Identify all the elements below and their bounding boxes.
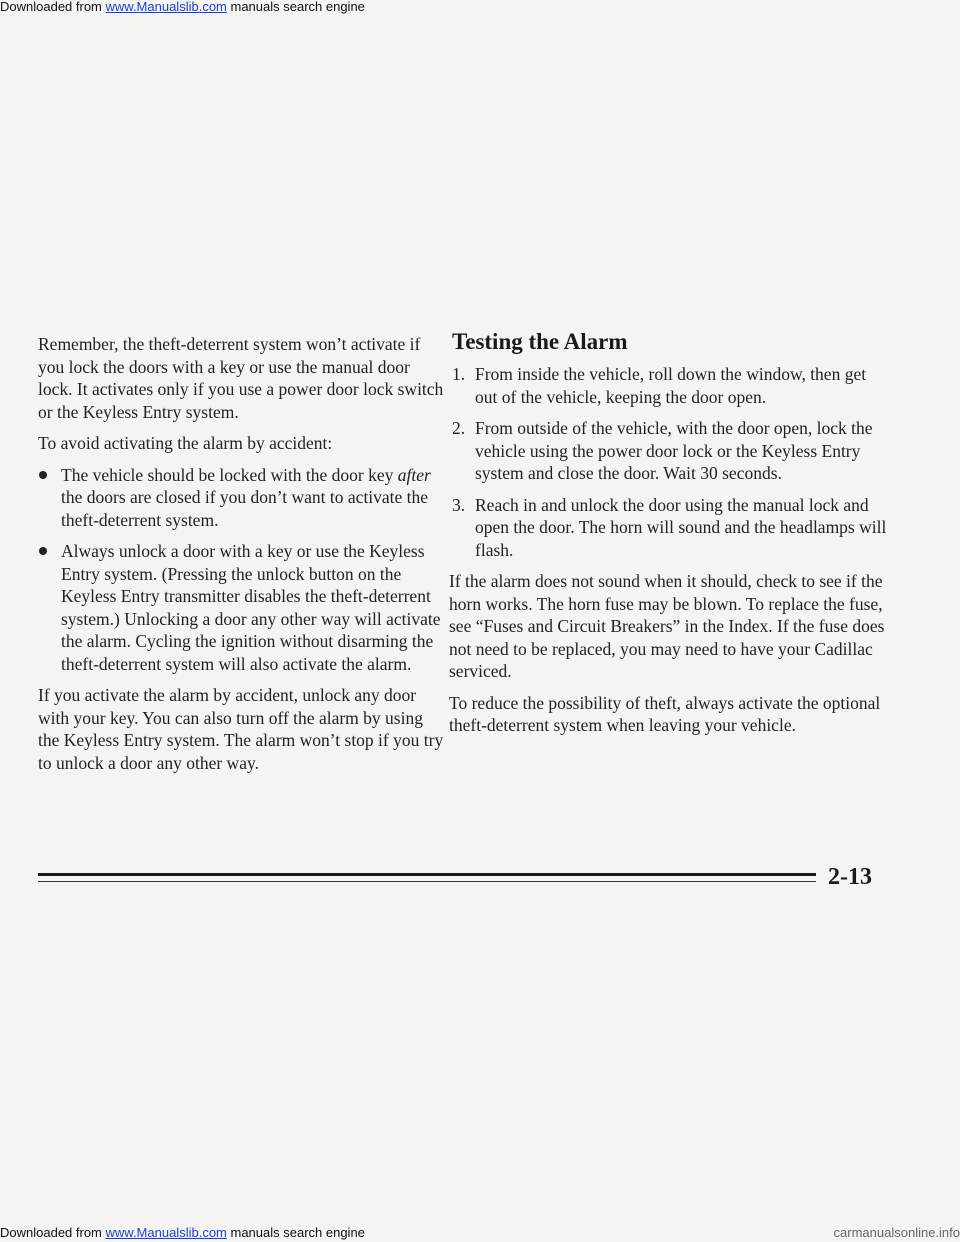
- list-item: [449, 363, 889, 408]
- bullet-text-before: Always unlock a door with a key or use the Keyless Entry system. (Pressing the unlock button on the Keyless Entry transmitter disables the theft-deterrent system.) Unlocking a door any other way will activate the alarm. Cycling the ignition without disarming the theft-deterrent system will also activate the alarm.: [61, 541, 441, 674]
- banner-bottom-left: [0, 1226, 365, 1240]
- test-steps-list: [449, 363, 889, 561]
- banner-prefix: Downloaded from: [0, 0, 106, 14]
- page-number: 2-13: [828, 864, 872, 890]
- step-text: Reach in and unlock the door using the manual lock and open the door. The horn will sound and the headlamps will flash.: [475, 494, 887, 560]
- bullet-text-after: the doors are closed if you don’t want to activate the theft-deterrent system.: [61, 487, 429, 530]
- bullet-icon: [39, 471, 47, 479]
- watermark-text: carmanualsonline.info: [833, 1225, 960, 1240]
- banner-suffix: manuals search engine: [226, 0, 365, 14]
- footer-rule-thin: [38, 881, 816, 882]
- section-title: Testing the Alarm: [452, 329, 628, 354]
- bullet-emphasis: after: [397, 464, 431, 485]
- step-number: 2.: [452, 418, 466, 438]
- left-column: [38, 333, 444, 783]
- alarm-check-paragraph: If the alarm does not sound when it should, check to see if the horn works. The horn fuse may be blown. To replace the fuse, see “Fuses and Circuit Breakers” in the Index. If the fuse does not need to be replaced, you may need to have your Cadillac serviced.: [449, 571, 885, 681]
- list-item: [38, 464, 444, 532]
- accidental-alarm-paragraph: If you activate the alarm by accident, unlock any door with your key. You can also turn off the alarm by using the Keyless Entry system. The alarm won’t stop if you try to unlock a door any other way.: [38, 685, 444, 773]
- step-number: 1.: [452, 364, 466, 384]
- right-column: [449, 329, 889, 746]
- manualslib-link-bottom[interactable]: www.Manualslib.com: [105, 1225, 227, 1240]
- intro-paragraph: Remember, the theft-deterrent system won’t activate if you lock the doors with a key or use the manual door lock. It activates only if you use a power door lock switch or the Keyless Entry system.: [38, 334, 444, 422]
- bullet-icon: [39, 547, 47, 555]
- banner-suffix: manuals search engine: [226, 1225, 365, 1240]
- footer-rule-thick: [38, 873, 816, 876]
- avoid-alarm-list: [38, 464, 444, 676]
- step-text: From outside of the vehicle, with the door open, lock the vehicle using the power door lock or the Keyless Entry system and close the door. Wait 30 seconds.: [475, 418, 873, 483]
- banner-prefix: Downloaded from: [0, 1225, 106, 1240]
- avoid-alarm-heading: To avoid activating the alarm by accident:: [38, 433, 333, 453]
- download-banner-bottom: [0, 1226, 960, 1242]
- list-item: [449, 494, 889, 562]
- step-number: 3.: [452, 494, 466, 515]
- bullet-text-before: The vehicle should be locked with the door key: [61, 464, 398, 485]
- list-item: [449, 417, 889, 485]
- manualslib-link[interactable]: www.Manualslib.com: [105, 0, 227, 14]
- download-banner-top: [0, 0, 960, 20]
- list-item: [38, 540, 444, 675]
- theft-reduction-paragraph: To reduce the possibility of theft, always activate the optional theft-deterrent system when leaving your vehicle.: [449, 692, 881, 735]
- step-text: From inside the vehicle, roll down the window, then get out of the vehicle, keeping the door open.: [475, 364, 867, 407]
